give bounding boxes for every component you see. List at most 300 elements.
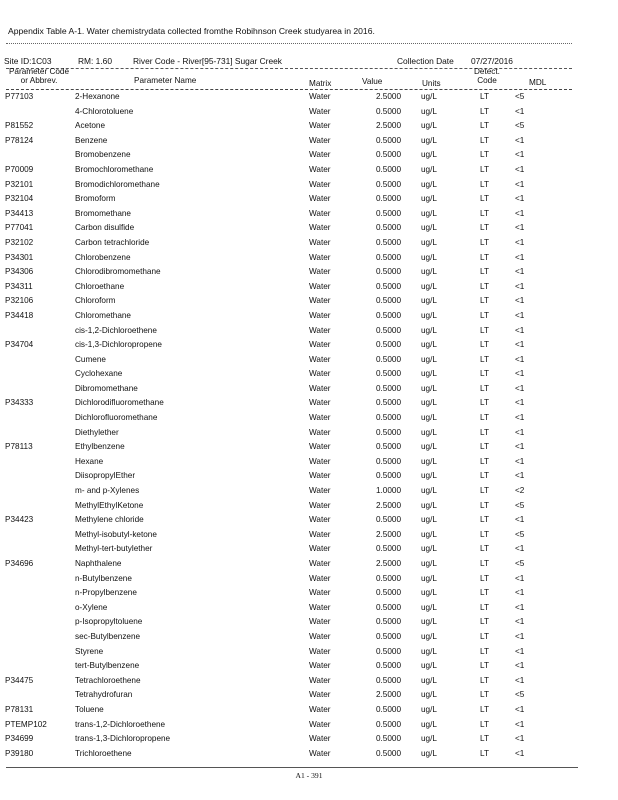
table-row	[0, 353, 618, 368]
parameter-name-cell: Hexane	[75, 456, 104, 466]
detect-code-cell: LT	[480, 340, 489, 350]
parameter-code-cell: P39180	[5, 748, 34, 758]
matrix-cell: Water	[309, 427, 331, 437]
parameter-code-cell: P34311	[5, 281, 33, 291]
detect-code-cell: LT	[480, 296, 489, 306]
detect-code-cell: LT	[480, 456, 489, 466]
parameter-code-cell: P32104	[5, 194, 34, 204]
detect-code-cell: LT	[480, 515, 489, 525]
units-cell: ug/L	[421, 690, 437, 700]
mdl-cell: <1	[515, 237, 525, 247]
matrix-cell: Water	[309, 704, 331, 714]
value-cell: 0.5000	[375, 427, 401, 437]
mdl-cell: <1	[515, 675, 525, 685]
value-cell: 2.5000	[375, 529, 401, 539]
detect-code-cell: LT	[480, 267, 489, 277]
parameter-name-cell: tert-Butylbenzene	[75, 661, 140, 671]
units-cell: ug/L	[421, 661, 437, 671]
matrix-cell: Water	[309, 413, 331, 423]
table-row	[0, 338, 618, 353]
units-cell: ug/L	[421, 704, 437, 714]
parameter-name-cell: MethylEthylKetone	[75, 500, 144, 510]
detect-code-cell: LT	[480, 383, 489, 393]
parameter-name-cell: p-Isopropyltoluene	[75, 617, 143, 627]
detect-code-cell: LT	[480, 310, 489, 320]
value-cell: 0.5000	[375, 515, 401, 525]
units-cell: ug/L	[421, 413, 437, 423]
value-cell: 0.5000	[375, 325, 401, 335]
mdl-cell: <2	[515, 486, 525, 496]
mdl-cell: <1	[515, 413, 525, 423]
matrix-cell: Water	[309, 500, 331, 510]
units-cell: ug/L	[421, 588, 437, 598]
parameter-name-cell: o-Xylene	[75, 602, 108, 612]
matrix-cell: Water	[309, 442, 331, 452]
value-cell: 0.5000	[375, 164, 401, 174]
mdl-cell: <1	[515, 106, 525, 116]
detect-code-cell: LT	[480, 252, 489, 262]
table-row	[0, 221, 618, 236]
units-cell: ug/L	[421, 223, 437, 233]
matrix-cell: Water	[309, 106, 331, 116]
units-cell: ug/L	[421, 529, 437, 539]
units-cell: ug/L	[421, 646, 437, 656]
parameter-name-cell: cis-1,3-Dichloropropene	[75, 340, 162, 350]
mdl-cell: <1	[515, 427, 525, 437]
matrix-cell: Water	[309, 486, 331, 496]
table-row	[0, 645, 618, 660]
data-table	[0, 90, 618, 761]
units-cell: ug/L	[421, 442, 437, 452]
parameter-name-cell: Methylene chloride	[75, 515, 144, 525]
detect-line1: Detect.	[474, 67, 500, 76]
mdl-cell: <1	[515, 194, 525, 204]
collection-date-label: Collection Date	[397, 56, 454, 66]
units-cell: ug/L	[421, 544, 437, 554]
detect-code-cell: LT	[480, 135, 489, 145]
parameter-name-cell: Naphthalene	[75, 559, 122, 568]
parameter-name-cell: Carbon tetrachloride	[75, 237, 150, 247]
mdl-cell: <1	[515, 573, 525, 583]
matrix-cell: Water	[309, 208, 331, 218]
detect-code-cell: LT	[480, 486, 489, 496]
mdl-cell: <5	[515, 92, 525, 101]
mdl-cell: <1	[515, 164, 525, 174]
parameter-code-cell: P78113	[5, 442, 33, 452]
table-row	[0, 601, 618, 616]
units-cell: ug/L	[421, 471, 437, 481]
parameter-name-cell: Bromomethane	[75, 208, 131, 218]
table-row	[0, 192, 618, 207]
detect-code-cell: LT	[480, 573, 489, 583]
mdl-cell: <1	[515, 398, 525, 408]
parameter-name-cell: Ethylbenzene	[75, 442, 125, 452]
mdl-cell: <1	[515, 588, 525, 598]
parameter-name-cell: Dichlorofluoromethane	[75, 413, 158, 423]
parameter-name-cell: Diethylether	[75, 427, 119, 437]
table-row	[0, 557, 618, 572]
detect-code-cell: LT	[480, 588, 489, 598]
value-cell: 0.5000	[375, 471, 401, 481]
detect-code-cell: LT	[480, 164, 489, 174]
detect-code-cell: LT	[480, 529, 489, 539]
parameter-name-cell: trans-1,3-Dichloropropene	[75, 734, 171, 744]
table-row	[0, 674, 618, 689]
parameter-code-cell: P32101	[5, 179, 34, 189]
parameter-code-cell: P34475	[5, 675, 34, 685]
detect-code-cell: LT	[480, 661, 489, 671]
detect-code-cell: LT	[480, 106, 489, 116]
detect-code-cell: LT	[480, 748, 489, 758]
units-cell: ug/L	[421, 164, 437, 174]
parameter-name-cell: Benzene	[75, 135, 108, 145]
parameter-name-cell: Chloroethane	[75, 281, 125, 291]
units-cell: ug/L	[421, 515, 437, 525]
units-cell: ug/L	[421, 179, 437, 189]
units-cell: ug/L	[421, 150, 437, 160]
mdl-cell: <1	[515, 208, 525, 218]
units-cell: ug/L	[421, 92, 437, 101]
parameter-name-cell: Dichlorodifluoromethane	[75, 398, 164, 408]
units-cell: ug/L	[421, 602, 437, 612]
detect-code-cell: LT	[480, 369, 489, 379]
value-cell: 0.5000	[375, 194, 401, 204]
value-cell: 2.5000	[375, 92, 401, 101]
units-cell: ug/L	[421, 281, 437, 291]
parameter-name-cell: Tetrachloroethene	[75, 675, 141, 685]
table-row	[0, 484, 618, 499]
detect-code-cell: LT	[480, 237, 489, 247]
matrix-cell: Water	[309, 529, 331, 539]
value-cell: 0.5000	[375, 398, 401, 408]
table-row	[0, 251, 618, 266]
table-row	[0, 469, 618, 484]
units-cell: ug/L	[421, 296, 437, 306]
parameter-code-cell: P34306	[5, 267, 34, 277]
units-cell: ug/L	[421, 748, 437, 758]
matrix-cell: Water	[309, 588, 331, 598]
parameter-name-cell: Toluene	[75, 704, 104, 714]
value-cell: 0.5000	[375, 675, 401, 685]
mdl-cell: <1	[515, 223, 525, 233]
table-row	[0, 105, 618, 120]
param-code-line2: or Abbrev.	[20, 76, 58, 85]
value-cell: 0.5000	[375, 237, 401, 247]
table-row	[0, 688, 618, 703]
parameter-name-cell: Methyl-isobutyl-ketone	[75, 529, 157, 539]
mdl-cell: <1	[515, 544, 525, 554]
parameter-code-cell: P32102	[5, 237, 34, 247]
value-cell: 0.5000	[375, 588, 401, 598]
parameter-name-cell: m- and p-Xylenes	[75, 486, 140, 496]
matrix-cell: Water	[309, 164, 331, 174]
column-header-detect-code	[468, 67, 506, 85]
value-cell: 0.5000	[375, 135, 401, 145]
table-row	[0, 207, 618, 222]
column-header-parameter-name: Parameter Name	[134, 76, 197, 85]
matrix-cell: Water	[309, 369, 331, 379]
mdl-cell: <1	[515, 252, 525, 262]
parameter-name-cell: Carbon disulfide	[75, 223, 135, 233]
units-cell: ug/L	[421, 573, 437, 583]
value-cell: 0.5000	[375, 442, 401, 452]
detect-code-cell: LT	[480, 471, 489, 481]
matrix-cell: Water	[309, 179, 331, 189]
matrix-cell: Water	[309, 734, 331, 744]
collection-date: 07/27/2016	[471, 56, 513, 66]
matrix-cell: Water	[309, 690, 331, 700]
detect-code-cell: LT	[480, 719, 489, 729]
units-cell: ug/L	[421, 398, 437, 408]
table-row	[0, 718, 618, 733]
table-row	[0, 586, 618, 601]
units-cell: ug/L	[421, 267, 437, 277]
table-row	[0, 148, 618, 163]
value-cell: 0.5000	[375, 544, 401, 554]
mdl-cell: <1	[515, 310, 525, 320]
units-cell: ug/L	[421, 354, 437, 364]
mdl-cell: <1	[515, 150, 525, 160]
value-cell: 0.5000	[375, 223, 401, 233]
value-cell: 0.5000	[375, 310, 401, 320]
parameter-code-cell: P78124	[5, 135, 34, 145]
mdl-cell: <1	[515, 748, 525, 758]
matrix-cell: Water	[309, 602, 331, 612]
parameter-name-cell: trans-1,2-Dichloroethene	[75, 719, 166, 729]
parameter-name-cell: Bromochloromethane	[75, 164, 154, 174]
mdl-cell: <1	[515, 340, 525, 350]
table-row	[0, 309, 618, 324]
units-cell: ug/L	[421, 121, 437, 131]
parameter-name-cell: Chloroform	[75, 296, 116, 306]
parameter-code-cell: P77103	[5, 92, 34, 101]
page-number: A1 - 391	[295, 771, 323, 780]
column-header-parameter-code	[0, 67, 78, 85]
table-row	[0, 542, 618, 557]
value-cell: 0.5000	[375, 661, 401, 671]
table-row	[0, 265, 618, 280]
units-cell: ug/L	[421, 135, 437, 145]
parameter-name-cell: sec-Butylbenzene	[75, 631, 141, 641]
table-row	[0, 426, 618, 441]
parameter-code-cell: PTEMP102	[5, 719, 47, 729]
table-row	[0, 163, 618, 178]
detect-code-cell: LT	[480, 442, 489, 452]
mdl-cell: <1	[515, 734, 525, 744]
matrix-cell: Water	[309, 748, 331, 758]
value-cell: 0.5000	[375, 617, 401, 627]
detect-code-cell: LT	[480, 150, 489, 160]
units-cell: ug/L	[421, 456, 437, 466]
mdl-cell: <1	[515, 515, 525, 525]
table-row	[0, 703, 618, 718]
value-cell: 2.5000	[375, 500, 401, 510]
mdl-cell: <1	[515, 631, 525, 641]
matrix-cell: Water	[309, 310, 331, 320]
detect-code-cell: LT	[480, 646, 489, 656]
matrix-cell: Water	[309, 325, 331, 335]
detect-code-cell: LT	[480, 179, 489, 189]
parameter-name-cell: Styrene	[75, 646, 104, 656]
value-cell: 0.5000	[375, 413, 401, 423]
table-row	[0, 119, 618, 134]
mdl-cell: <1	[515, 442, 525, 452]
units-cell: ug/L	[421, 675, 437, 685]
detect-code-cell: LT	[480, 704, 489, 714]
detect-code-cell: LT	[480, 500, 489, 510]
parameter-name-cell: Cyclohexane	[75, 369, 123, 379]
parameter-code-cell: P32106	[5, 296, 34, 306]
parameter-name-cell: Tetrahydrofuran	[75, 690, 133, 700]
column-header-units: Units	[422, 79, 441, 88]
units-cell: ug/L	[421, 559, 437, 568]
value-cell: 0.5000	[375, 704, 401, 714]
parameter-name-cell: cis-1,2-Dichloroethene	[75, 325, 157, 335]
table-row	[0, 236, 618, 251]
detect-code-cell: LT	[480, 602, 489, 612]
table-row	[0, 659, 618, 674]
parameter-name-cell: Methyl-tert-butylether	[75, 544, 153, 554]
value-cell: 2.5000	[375, 690, 401, 700]
parameter-code-cell: P34301	[5, 252, 34, 262]
mdl-cell: <1	[515, 267, 525, 277]
value-cell: 0.5000	[375, 296, 401, 306]
parameter-code-cell: P34413	[5, 208, 34, 218]
parameter-name-cell: Chlorobenzene	[75, 252, 131, 262]
value-cell: 0.5000	[375, 456, 401, 466]
parameter-code-cell: P34423	[5, 515, 34, 525]
detect-code-cell: LT	[480, 194, 489, 204]
table-row	[0, 572, 618, 587]
mdl-cell: <1	[515, 661, 525, 671]
matrix-cell: Water	[309, 267, 331, 277]
parameter-code-cell: P34704	[5, 340, 34, 350]
units-cell: ug/L	[421, 617, 437, 627]
value-cell: 0.5000	[375, 150, 401, 160]
units-cell: ug/L	[421, 252, 437, 262]
detect-code-cell: LT	[480, 544, 489, 554]
table-row	[0, 396, 618, 411]
parameter-name-cell: Bromodichloromethane	[75, 179, 160, 189]
units-cell: ug/L	[421, 340, 437, 350]
param-code-line1: Parameter Code	[8, 67, 70, 76]
matrix-cell: Water	[309, 471, 331, 481]
parameter-name-cell: 2-Hexanone	[75, 92, 120, 101]
detect-code-cell: LT	[480, 427, 489, 437]
value-cell: 0.5000	[375, 340, 401, 350]
matrix-cell: Water	[309, 92, 331, 101]
matrix-cell: Water	[309, 456, 331, 466]
detect-code-cell: LT	[480, 223, 489, 233]
river-mile: RM: 1.60	[78, 56, 112, 66]
value-cell: 0.5000	[375, 383, 401, 393]
table-row	[0, 455, 618, 470]
mdl-cell: <1	[515, 704, 525, 714]
matrix-cell: Water	[309, 398, 331, 408]
parameter-code-cell: P78131	[5, 704, 34, 714]
value-cell: 0.5000	[375, 106, 401, 116]
table-row	[0, 411, 618, 426]
mdl-cell: <5	[515, 121, 525, 131]
table-row	[0, 615, 618, 630]
table-row	[0, 732, 618, 747]
parameter-name-cell: DiisopropylEther	[75, 471, 136, 481]
mdl-cell: <1	[515, 456, 525, 466]
title-divider	[6, 43, 572, 44]
mdl-cell: <5	[515, 559, 525, 568]
value-cell: 0.5000	[375, 748, 401, 758]
detect-code-cell: LT	[480, 208, 489, 218]
table-row	[0, 440, 618, 455]
mdl-cell: <1	[515, 602, 525, 612]
matrix-cell: Water	[309, 719, 331, 729]
matrix-cell: Water	[309, 121, 331, 131]
detect-code-cell: LT	[480, 413, 489, 423]
matrix-cell: Water	[309, 135, 331, 145]
matrix-cell: Water	[309, 296, 331, 306]
matrix-cell: Water	[309, 617, 331, 627]
value-cell: 0.5000	[375, 354, 401, 364]
detect-code-cell: LT	[480, 617, 489, 627]
units-cell: ug/L	[421, 427, 437, 437]
detect-code-cell: LT	[480, 631, 489, 641]
mdl-cell: <1	[515, 646, 525, 656]
parameter-code-cell: P70009	[5, 164, 34, 174]
detect-code-cell: LT	[480, 121, 489, 131]
parameter-code-cell: P81552	[5, 121, 34, 131]
parameter-code-cell: P34699	[5, 734, 34, 744]
parameter-code-cell: P34333	[5, 398, 34, 408]
table-row	[0, 178, 618, 193]
units-cell: ug/L	[421, 194, 437, 204]
parameter-name-cell: Bromoform	[75, 194, 116, 204]
parameter-name-cell: Bromobenzene	[75, 150, 131, 160]
matrix-cell: Water	[309, 573, 331, 583]
units-cell: ug/L	[421, 369, 437, 379]
matrix-cell: Water	[309, 150, 331, 160]
parameter-name-cell: Chloromethane	[75, 310, 131, 320]
matrix-cell: Water	[309, 631, 331, 641]
parameter-code-cell: P34418	[5, 310, 34, 320]
matrix-cell: Water	[309, 281, 331, 291]
parameter-name-cell: n-Propylbenzene	[75, 588, 137, 598]
units-cell: ug/L	[421, 500, 437, 510]
matrix-cell: Water	[309, 646, 331, 656]
mdl-cell: <1	[515, 471, 525, 481]
matrix-cell: Water	[309, 354, 331, 364]
table-row	[0, 90, 618, 105]
footer-rule	[6, 767, 578, 768]
table-row	[0, 528, 618, 543]
mdl-cell: <1	[515, 354, 525, 364]
parameter-name-cell: n-Butylbenzene	[75, 573, 132, 583]
mdl-cell: <1	[515, 296, 525, 306]
detect-line2: Code	[477, 76, 497, 85]
value-cell: 0.5000	[375, 208, 401, 218]
parameter-code-cell: P34696	[5, 559, 34, 568]
units-cell: ug/L	[421, 486, 437, 496]
table-row	[0, 382, 618, 397]
mdl-cell: <5	[515, 529, 525, 539]
matrix-cell: Water	[309, 194, 331, 204]
detect-code-cell: LT	[480, 398, 489, 408]
parameter-name-cell: Acetone	[75, 121, 106, 131]
table-row	[0, 280, 618, 295]
matrix-cell: Water	[309, 675, 331, 685]
mdl-cell: <5	[515, 690, 525, 700]
detect-code-cell: LT	[480, 92, 489, 101]
value-cell: 0.5000	[375, 252, 401, 262]
